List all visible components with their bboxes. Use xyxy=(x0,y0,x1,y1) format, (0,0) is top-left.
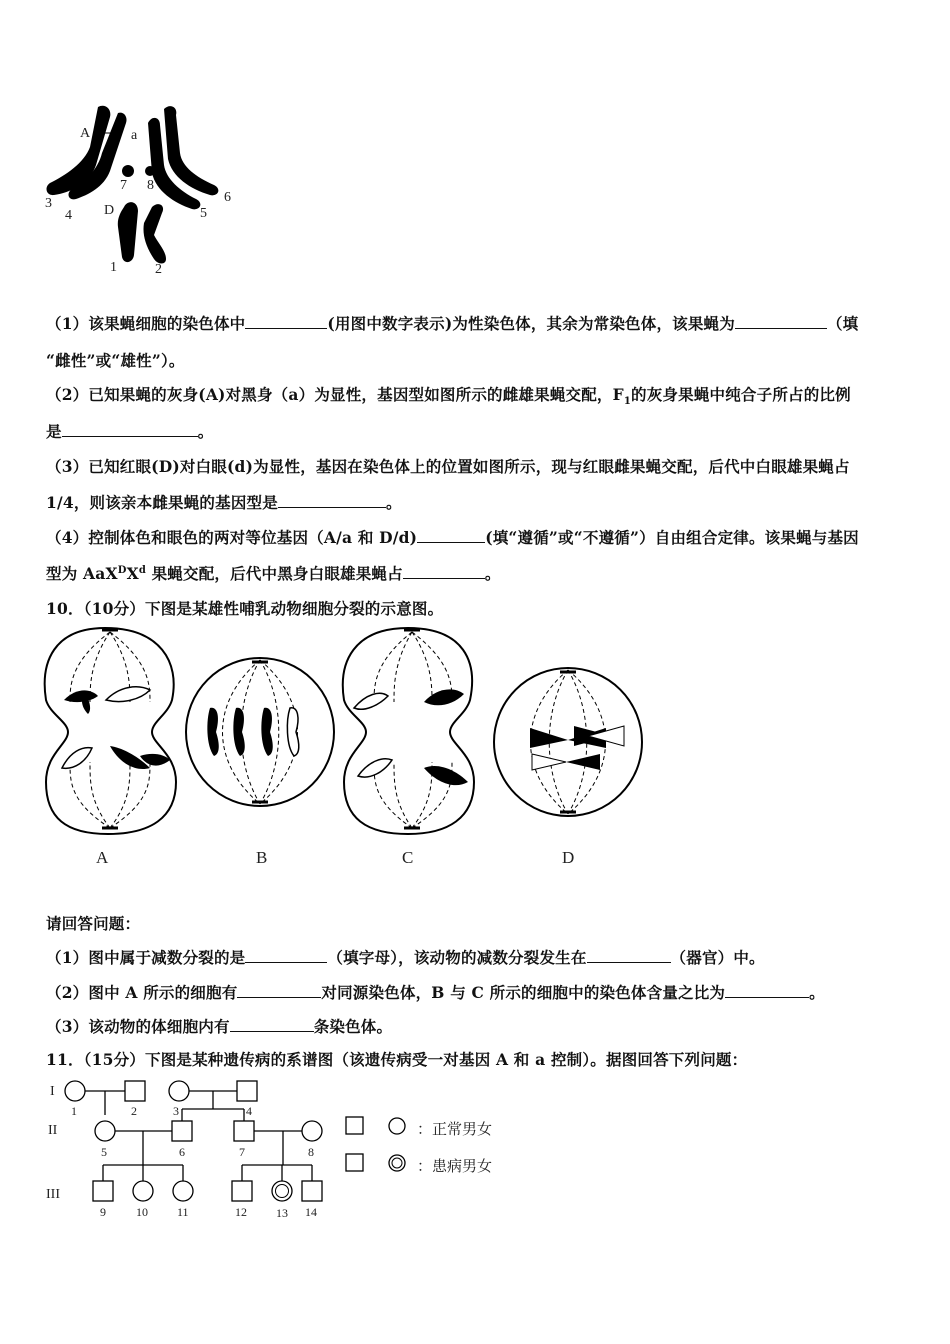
q9-blank-law[interactable] xyxy=(417,528,485,543)
q9-part2-line1: （2）已知果蝇的灰身(A)对黑身（a）为显性，基因型如图所示的雌雄果蝇交配，$F_1$的灰身果蝇中纯合子所占的比例 xyxy=(46,385,851,408)
q10-blank-homologous[interactable] xyxy=(237,983,321,998)
cell-label-C: C xyxy=(402,848,414,867)
chrom-label-1: 1 xyxy=(110,260,117,275)
q10-part1: （1）图中属于减数分裂的是 （填字母），该动物的减数分裂发生在 （器官）中。 xyxy=(46,948,765,967)
pedigree-id-1: 1 xyxy=(71,1104,77,1118)
pedigree-id-14: 14 xyxy=(305,1205,317,1219)
q10-blank-organ[interactable] xyxy=(587,948,671,963)
cell-division-figure xyxy=(40,622,650,840)
legend-affected-label: ：患病男女 xyxy=(417,1157,493,1175)
pedigree-gen-III: III xyxy=(46,1187,60,1202)
q9-blank-sex-chrom[interactable] xyxy=(245,314,327,329)
cell-label-A: A xyxy=(96,848,109,867)
pedigree-id-13: 13 xyxy=(276,1206,288,1220)
q11-header: 11．（15分）下图是某种遗传病的系谱图（该遗传病受一对基因 A 和 a 控制）。据图回答下列问题： xyxy=(46,1050,748,1069)
cell-label-B: B xyxy=(256,848,268,867)
q9-blank-genotype[interactable] xyxy=(278,493,386,508)
q9-part3-line1: （3）已知红眼(D)对白眼(d)为显性，基因在染色体上的位置如图所示，现与红眼雌果蝇交配，后代中白眼雄果蝇占 xyxy=(46,457,850,476)
chrom-label-7: 7 xyxy=(120,178,127,193)
q10-blank-ratio[interactable] xyxy=(725,983,809,998)
q9-part3-line2: 1/4，则该亲本雌果蝇的基因型是 。 xyxy=(46,493,402,512)
chrom-label-A: A xyxy=(80,126,91,141)
chromosome-figure xyxy=(40,95,240,280)
pedigree-id-9: 9 xyxy=(100,1205,106,1219)
q9-blank-ratio[interactable] xyxy=(62,422,198,437)
q10-part3: （3）该动物的体细胞内有 条染色体。 xyxy=(46,1017,393,1036)
q9-part4-line2: 型为 $AaX^DX^d$ 果蝇交配，后代中黑身白眼雄果蝇占 。 xyxy=(46,564,501,583)
pedigree-gen-I: I xyxy=(50,1084,55,1099)
q10-blank-meiosis[interactable] xyxy=(245,948,327,963)
chrom-label-4: 4 xyxy=(65,208,72,223)
chrom-label-3: 3 xyxy=(45,196,52,211)
q10-header: 10．（10分）下图是某雄性哺乳动物细胞分裂的示意图。 xyxy=(46,599,444,618)
q9-part4-line1: （4）控制体色和眼色的两对等位基因（A/a 和 D/d) (填“遵循”或“不遵循”）自由组合定律。该果蝇与基因 xyxy=(46,528,859,547)
q10-blank-count[interactable] xyxy=(230,1017,314,1032)
q9-part1-line1: （1）该果蝇细胞的染色体中 (用图中数字表示)为性染色体，其余为常染色体，该果蝇为 （填 xyxy=(46,314,859,333)
q9-blank-sex[interactable] xyxy=(735,314,827,329)
pedigree-id-11: 11 xyxy=(177,1205,189,1219)
chrom-label-a: a xyxy=(131,128,138,143)
chrom-label-D: D xyxy=(104,203,115,218)
chrom-label-2: 2 xyxy=(155,262,162,277)
legend-normal-label: ：正常男女 xyxy=(417,1120,493,1138)
pedigree-id-10: 10 xyxy=(136,1205,148,1219)
pedigree-legend xyxy=(344,1114,424,1176)
q9-blank-fraction[interactable] xyxy=(403,564,485,579)
pedigree-id-5: 5 xyxy=(101,1145,107,1159)
pedigree-id-3: 3 xyxy=(173,1104,179,1118)
pedigree-chart xyxy=(40,1075,340,1225)
pedigree-id-8: 8 xyxy=(308,1145,314,1159)
chrom-label-5: 5 xyxy=(200,206,207,221)
pedigree-gen-II: II xyxy=(48,1123,58,1138)
pedigree-id-7: 7 xyxy=(239,1145,245,1159)
pedigree-id-6: 6 xyxy=(179,1145,185,1159)
pedigree-id-12: 12 xyxy=(235,1205,247,1219)
chrom-label-8: 8 xyxy=(147,178,154,193)
pedigree-id-4: 4 xyxy=(246,1104,252,1118)
q9-part1-line2: “雌性”或“雄性”）。 xyxy=(46,351,185,370)
q9-part2-line2: 是 。 xyxy=(46,422,214,441)
q10-part2: （2）图中 A 所示的细胞有 对同源染色体，B 与 C 所示的细胞中的染色体含量之比为 。 xyxy=(46,983,825,1002)
q10-prompt: 请回答问题： xyxy=(46,914,141,933)
cell-label-D: D xyxy=(562,848,575,867)
chrom-label-6: 6 xyxy=(224,190,231,205)
pedigree-id-2: 2 xyxy=(131,1104,137,1118)
